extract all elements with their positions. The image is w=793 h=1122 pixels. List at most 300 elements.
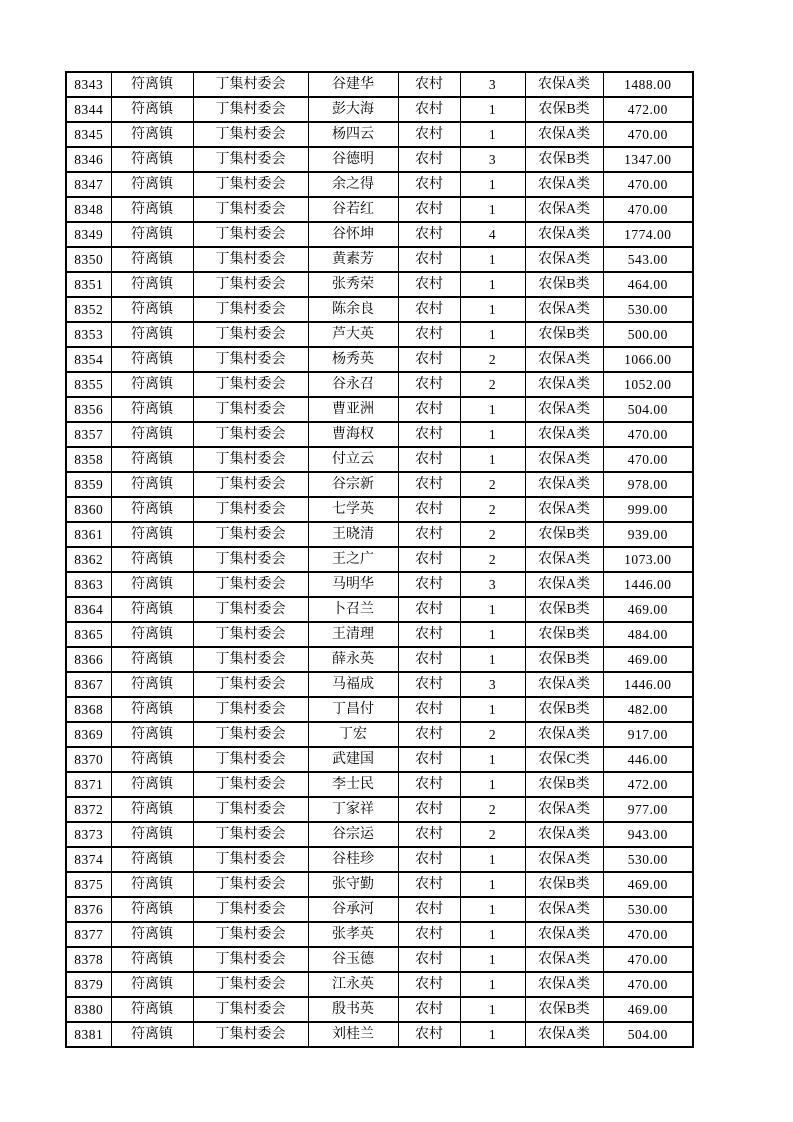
cell-household-type: 农村 [398,172,460,197]
cell-seq: 8372 [66,797,111,822]
cell-seq: 8344 [66,97,111,122]
cell-amount: 1488.00 [603,72,693,97]
cell-village: 丁集村委会 [193,647,308,672]
cell-amount: 943.00 [603,822,693,847]
cell-amount: 470.00 [603,197,693,222]
cell-person-count: 1 [460,322,525,347]
cell-person-name: 王之广 [308,547,398,572]
cell-village: 丁集村委会 [193,247,308,272]
cell-amount: 917.00 [603,722,693,747]
cell-household-type: 农村 [398,997,460,1022]
cell-seq: 8375 [66,872,111,897]
cell-person-name: 张孝英 [308,922,398,947]
cell-person-name: 丁家祥 [308,797,398,822]
cell-amount: 470.00 [603,172,693,197]
table-row [66,472,693,497]
cell-amount: 1073.00 [603,547,693,572]
cell-village: 丁集村委会 [193,622,308,647]
cell-amount: 1446.00 [603,672,693,697]
cell-insurance-category: 农保A类 [525,547,603,572]
cell-town: 符离镇 [111,947,193,972]
cell-person-name: 芦大英 [308,322,398,347]
table-row [66,872,693,897]
cell-person-name: 刘桂兰 [308,1022,398,1047]
table-row [66,372,693,397]
cell-village: 丁集村委会 [193,597,308,622]
cell-person-name: 谷永召 [308,372,398,397]
cell-village: 丁集村委会 [193,722,308,747]
cell-person-count: 1 [460,297,525,322]
payment-table [65,71,694,1048]
cell-town: 符离镇 [111,147,193,172]
cell-person-count: 2 [460,472,525,497]
cell-seq: 8368 [66,697,111,722]
cell-household-type: 农村 [398,647,460,672]
cell-household-type: 农村 [398,372,460,397]
table-row [66,622,693,647]
cell-town: 符离镇 [111,922,193,947]
cell-seq: 8347 [66,172,111,197]
cell-insurance-category: 农保B类 [525,147,603,172]
cell-household-type: 农村 [398,597,460,622]
cell-household-type: 农村 [398,197,460,222]
cell-household-type: 农村 [398,872,460,897]
cell-village: 丁集村委会 [193,97,308,122]
cell-person-name: 谷桂珍 [308,847,398,872]
cell-town: 符离镇 [111,322,193,347]
cell-household-type: 农村 [398,1022,460,1047]
cell-town: 符离镇 [111,72,193,97]
cell-person-name: 谷宗运 [308,822,398,847]
cell-seq: 8356 [66,397,111,422]
cell-town: 符离镇 [111,997,193,1022]
cell-town: 符离镇 [111,272,193,297]
cell-amount: 469.00 [603,997,693,1022]
cell-town: 符离镇 [111,497,193,522]
cell-person-name: 王晓清 [308,522,398,547]
cell-amount: 469.00 [603,597,693,622]
table-row [66,947,693,972]
cell-amount: 504.00 [603,397,693,422]
cell-person-count: 4 [460,222,525,247]
cell-person-count: 3 [460,147,525,172]
cell-household-type: 农村 [398,272,460,297]
cell-insurance-category: 农保A类 [525,372,603,397]
cell-insurance-category: 农保B类 [525,872,603,897]
cell-town: 符离镇 [111,372,193,397]
cell-seq: 8365 [66,622,111,647]
cell-household-type: 农村 [398,922,460,947]
cell-seq: 8354 [66,347,111,372]
cell-town: 符离镇 [111,197,193,222]
cell-person-count: 1 [460,397,525,422]
cell-seq: 8366 [66,647,111,672]
table-sheet [65,71,694,1048]
cell-seq: 8364 [66,597,111,622]
cell-household-type: 农村 [398,897,460,922]
cell-person-count: 1 [460,747,525,772]
table-row [66,747,693,772]
cell-person-count: 1 [460,947,525,972]
cell-insurance-category: 农保B类 [525,622,603,647]
cell-person-name: 丁昌付 [308,697,398,722]
cell-insurance-category: 农保A类 [525,397,603,422]
cell-seq: 8348 [66,197,111,222]
cell-person-count: 1 [460,847,525,872]
cell-person-count: 1 [460,1022,525,1047]
cell-town: 符离镇 [111,172,193,197]
cell-person-name: 李士民 [308,772,398,797]
cell-seq: 8359 [66,472,111,497]
cell-person-name: 薛永英 [308,647,398,672]
cell-village: 丁集村委会 [193,947,308,972]
cell-person-name: 马福成 [308,672,398,697]
cell-amount: 530.00 [603,847,693,872]
cell-village: 丁集村委会 [193,397,308,422]
cell-person-name: 马明华 [308,572,398,597]
cell-amount: 470.00 [603,122,693,147]
cell-town: 符离镇 [111,1022,193,1047]
cell-town: 符离镇 [111,347,193,372]
cell-village: 丁集村委会 [193,447,308,472]
cell-seq: 8377 [66,922,111,947]
table-row [66,497,693,522]
cell-insurance-category: 农保A类 [525,572,603,597]
cell-amount: 939.00 [603,522,693,547]
cell-town: 符离镇 [111,397,193,422]
table-row [66,172,693,197]
cell-insurance-category: 农保A类 [525,1022,603,1047]
cell-household-type: 农村 [398,347,460,372]
cell-insurance-category: 农保A类 [525,897,603,922]
cell-seq: 8360 [66,497,111,522]
cell-village: 丁集村委会 [193,122,308,147]
table-row [66,997,693,1022]
cell-town: 符离镇 [111,572,193,597]
table-row [66,272,693,297]
table-row [66,822,693,847]
cell-town: 符离镇 [111,672,193,697]
cell-village: 丁集村委会 [193,997,308,1022]
cell-amount: 1347.00 [603,147,693,172]
cell-village: 丁集村委会 [193,872,308,897]
cell-household-type: 农村 [398,947,460,972]
cell-insurance-category: 农保A类 [525,222,603,247]
cell-person-name: 曹亚洲 [308,397,398,422]
cell-town: 符离镇 [111,647,193,672]
cell-person-count: 1 [460,597,525,622]
cell-amount: 530.00 [603,897,693,922]
cell-person-name: 丁宏 [308,722,398,747]
cell-amount: 482.00 [603,697,693,722]
cell-town: 符离镇 [111,747,193,772]
cell-household-type: 农村 [398,847,460,872]
cell-person-name: 张守勤 [308,872,398,897]
cell-town: 符离镇 [111,972,193,997]
cell-person-count: 1 [460,922,525,947]
cell-insurance-category: 农保A类 [525,72,603,97]
cell-village: 丁集村委会 [193,572,308,597]
cell-seq: 8355 [66,372,111,397]
table-row [66,572,693,597]
cell-amount: 472.00 [603,97,693,122]
cell-amount: 999.00 [603,497,693,522]
cell-person-count: 2 [460,722,525,747]
cell-person-count: 2 [460,547,525,572]
cell-amount: 469.00 [603,872,693,897]
cell-person-count: 2 [460,497,525,522]
cell-village: 丁集村委会 [193,847,308,872]
cell-insurance-category: 农保A类 [525,122,603,147]
cell-household-type: 农村 [398,472,460,497]
cell-person-name: 付立云 [308,447,398,472]
cell-person-count: 1 [460,122,525,147]
cell-seq: 8370 [66,747,111,772]
cell-town: 符离镇 [111,897,193,922]
cell-town: 符离镇 [111,722,193,747]
cell-seq: 8362 [66,547,111,572]
cell-seq: 8345 [66,122,111,147]
cell-town: 符离镇 [111,422,193,447]
cell-seq: 8379 [66,972,111,997]
cell-amount: 470.00 [603,422,693,447]
cell-seq: 8371 [66,772,111,797]
cell-person-count: 3 [460,572,525,597]
cell-village: 丁集村委会 [193,497,308,522]
cell-household-type: 农村 [398,147,460,172]
cell-amount: 1066.00 [603,347,693,372]
cell-amount: 1052.00 [603,372,693,397]
table-row [66,972,693,997]
cell-seq: 8351 [66,272,111,297]
cell-seq: 8376 [66,897,111,922]
cell-amount: 1446.00 [603,572,693,597]
cell-insurance-category: 农保A类 [525,972,603,997]
cell-household-type: 农村 [398,672,460,697]
cell-person-count: 3 [460,672,525,697]
table-row [66,247,693,272]
cell-person-name: 殷书英 [308,997,398,1022]
cell-insurance-category: 农保A类 [525,197,603,222]
cell-village: 丁集村委会 [193,1022,308,1047]
cell-town: 符离镇 [111,222,193,247]
table-row [66,222,693,247]
table-row [66,922,693,947]
cell-town: 符离镇 [111,522,193,547]
cell-amount: 543.00 [603,247,693,272]
cell-person-name: 谷德明 [308,147,398,172]
cell-amount: 472.00 [603,772,693,797]
cell-amount: 470.00 [603,947,693,972]
cell-person-count: 3 [460,72,525,97]
cell-amount: 464.00 [603,272,693,297]
cell-seq: 8380 [66,997,111,1022]
cell-village: 丁集村委会 [193,72,308,97]
cell-village: 丁集村委会 [193,972,308,997]
cell-amount: 500.00 [603,322,693,347]
cell-person-name: 谷建华 [308,72,398,97]
table-row [66,522,693,547]
cell-household-type: 农村 [398,572,460,597]
cell-person-name: 余之得 [308,172,398,197]
cell-person-count: 1 [460,697,525,722]
cell-insurance-category: 农保A类 [525,172,603,197]
cell-town: 符离镇 [111,547,193,572]
table-row [66,147,693,172]
cell-village: 丁集村委会 [193,197,308,222]
cell-insurance-category: 农保A类 [525,447,603,472]
cell-household-type: 农村 [398,247,460,272]
cell-person-count: 2 [460,347,525,372]
cell-household-type: 农村 [398,772,460,797]
cell-person-count: 2 [460,372,525,397]
cell-person-name: 谷承河 [308,897,398,922]
cell-amount: 469.00 [603,647,693,672]
cell-household-type: 农村 [398,747,460,772]
cell-amount: 977.00 [603,797,693,822]
cell-person-count: 1 [460,247,525,272]
cell-insurance-category: 农保C类 [525,747,603,772]
cell-household-type: 农村 [398,322,460,347]
cell-town: 符离镇 [111,822,193,847]
cell-town: 符离镇 [111,472,193,497]
cell-village: 丁集村委会 [193,822,308,847]
cell-insurance-category: 农保A类 [525,472,603,497]
payment-table-body [66,72,693,1047]
table-row [66,97,693,122]
cell-town: 符离镇 [111,697,193,722]
cell-person-name: 卜召兰 [308,597,398,622]
cell-seq: 8369 [66,722,111,747]
cell-person-count: 1 [460,997,525,1022]
cell-insurance-category: 农保B类 [525,697,603,722]
cell-insurance-category: 农保A类 [525,497,603,522]
cell-village: 丁集村委会 [193,322,308,347]
table-row [66,897,693,922]
table-row [66,697,693,722]
table-row [66,597,693,622]
cell-seq: 8352 [66,297,111,322]
cell-person-count: 1 [460,272,525,297]
table-row [66,797,693,822]
table-row [66,547,693,572]
cell-town: 符离镇 [111,797,193,822]
cell-insurance-category: 农保B类 [525,522,603,547]
cell-household-type: 农村 [398,722,460,747]
cell-amount: 504.00 [603,1022,693,1047]
cell-village: 丁集村委会 [193,147,308,172]
cell-household-type: 农村 [398,547,460,572]
cell-person-name: 张秀荣 [308,272,398,297]
cell-village: 丁集村委会 [193,797,308,822]
cell-household-type: 农村 [398,122,460,147]
cell-household-type: 农村 [398,497,460,522]
cell-insurance-category: 农保A类 [525,847,603,872]
cell-village: 丁集村委会 [193,222,308,247]
cell-seq: 8381 [66,1022,111,1047]
cell-person-name: 曹海权 [308,422,398,447]
cell-seq: 8367 [66,672,111,697]
cell-village: 丁集村委会 [193,297,308,322]
cell-household-type: 农村 [398,822,460,847]
cell-household-type: 农村 [398,97,460,122]
cell-insurance-category: 农保B类 [525,997,603,1022]
cell-town: 符离镇 [111,847,193,872]
cell-household-type: 农村 [398,697,460,722]
cell-insurance-category: 农保A类 [525,722,603,747]
cell-seq: 8378 [66,947,111,972]
cell-amount: 470.00 [603,447,693,472]
cell-town: 符离镇 [111,122,193,147]
cell-insurance-category: 农保A类 [525,822,603,847]
table-row [66,397,693,422]
table-row [66,772,693,797]
cell-person-name: 杨秀英 [308,347,398,372]
cell-household-type: 农村 [398,447,460,472]
cell-insurance-category: 农保A类 [525,947,603,972]
cell-person-name: 谷玉德 [308,947,398,972]
cell-village: 丁集村委会 [193,172,308,197]
cell-person-name: 彭大海 [308,97,398,122]
cell-town: 符离镇 [111,247,193,272]
cell-household-type: 农村 [398,72,460,97]
cell-seq: 8357 [66,422,111,447]
cell-amount: 978.00 [603,472,693,497]
cell-amount: 470.00 [603,922,693,947]
cell-seq: 8350 [66,247,111,272]
cell-person-name: 王清理 [308,622,398,647]
table-row [66,447,693,472]
cell-village: 丁集村委会 [193,422,308,447]
cell-seq: 8373 [66,822,111,847]
cell-insurance-category: 农保A类 [525,297,603,322]
table-row [66,672,693,697]
cell-village: 丁集村委会 [193,922,308,947]
cell-seq: 8346 [66,147,111,172]
cell-seq: 8374 [66,847,111,872]
cell-village: 丁集村委会 [193,772,308,797]
table-row [66,1022,693,1047]
cell-person-name: 谷若红 [308,197,398,222]
cell-person-count: 2 [460,822,525,847]
cell-village: 丁集村委会 [193,747,308,772]
cell-seq: 8358 [66,447,111,472]
cell-household-type: 农村 [398,797,460,822]
cell-person-count: 2 [460,522,525,547]
table-row [66,72,693,97]
cell-person-name: 七学英 [308,497,398,522]
cell-amount: 470.00 [603,972,693,997]
cell-seq: 8363 [66,572,111,597]
cell-insurance-category: 农保B类 [525,272,603,297]
cell-town: 符离镇 [111,97,193,122]
cell-town: 符离镇 [111,597,193,622]
cell-person-count: 1 [460,622,525,647]
cell-insurance-category: 农保A类 [525,922,603,947]
cell-insurance-category: 农保B类 [525,322,603,347]
cell-insurance-category: 农保A类 [525,422,603,447]
cell-insurance-category: 农保A类 [525,797,603,822]
cell-amount: 484.00 [603,622,693,647]
cell-village: 丁集村委会 [193,347,308,372]
cell-insurance-category: 农保A类 [525,247,603,272]
cell-person-name: 杨四云 [308,122,398,147]
cell-person-name: 江永英 [308,972,398,997]
cell-amount: 446.00 [603,747,693,772]
cell-amount: 530.00 [603,297,693,322]
cell-town: 符离镇 [111,872,193,897]
cell-household-type: 农村 [398,222,460,247]
